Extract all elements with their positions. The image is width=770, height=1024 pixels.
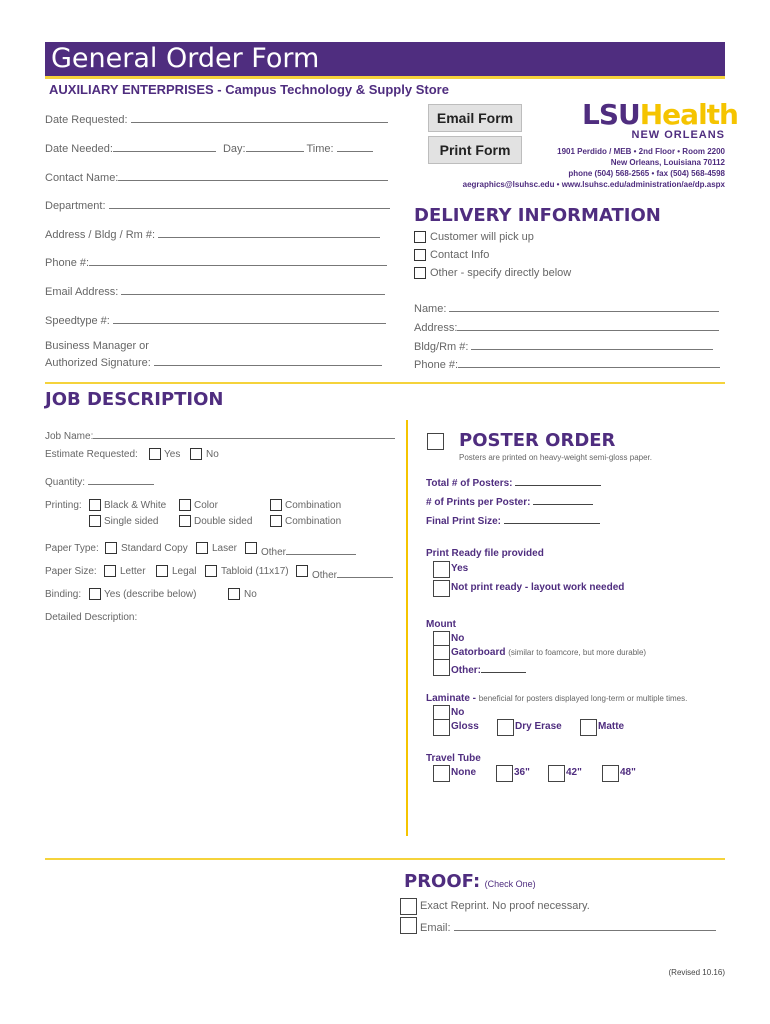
print-ready-yes-checkbox[interactable] [433,561,450,578]
address-line-2: New Orleans, Louisiana 70112 [610,158,725,167]
exact-reprint-checkbox[interactable] [400,898,417,915]
section-divider-top [45,382,725,384]
mount-other-row [451,661,526,676]
signature-field[interactable] [154,354,382,366]
delivery-name-row [414,300,719,315]
not-print-ready-label: Not print ready - layout work needed [451,582,625,593]
time-field[interactable] [337,140,373,152]
email-label: Email Address: [45,286,119,298]
phone-label: Phone #: [45,257,90,269]
proof-subheading: (Check One) [484,879,536,889]
binding-no-label: No [244,589,257,600]
laser-checkbox[interactable] [196,542,208,554]
dry-erase-checkbox[interactable] [497,719,514,736]
print-ready-heading: Print Ready file provided [426,548,544,559]
section-divider-bottom [45,858,725,860]
other-paper-size-row [312,566,393,581]
proof-email-label: Email: [420,922,451,934]
revision-note: (Revised 10.16) [668,968,725,977]
contact-info-checkbox[interactable] [414,249,426,261]
date-requested-row [45,111,388,126]
date-needed-field[interactable] [113,140,216,152]
travel-tube-heading: Travel Tube [426,753,481,764]
color-label: Color [194,500,218,511]
delivery-bldg-row [414,338,713,353]
date-requested-label: Date Requested: [45,114,128,126]
department-field[interactable] [109,197,390,209]
contact-name-label: Contact Name: [45,172,119,184]
bm-line1-label: Business Manager or [45,340,149,352]
gatorboard-note: (similar to foamcore, but more durable) [508,648,647,657]
contact-name-field[interactable] [118,169,388,181]
date-requested-field[interactable] [131,111,388,123]
quantity-label: Quantity: [45,477,86,488]
delivery-address-field[interactable] [457,319,719,331]
title-underline [45,76,725,79]
other-paper-size-label: Other [312,570,338,581]
mount-other-field[interactable] [481,661,526,673]
speedtype-field[interactable] [113,312,386,324]
other-paper-type-label: Other [261,547,287,558]
day-field[interactable] [246,140,304,152]
print-form-button[interactable]: Print Form [428,136,522,164]
email-form-button[interactable]: Email Form [428,104,522,132]
combination-color-checkbox[interactable] [270,499,282,511]
tube-36-label: 36" [514,767,530,778]
combination-sided-checkbox[interactable] [270,515,282,527]
standard-copy-checkbox[interactable] [105,542,117,554]
address-row [45,226,380,241]
other-paper-type-row [261,543,356,558]
estimate-label: Estimate Requested: [45,449,138,460]
tube-48-checkbox[interactable] [602,765,619,782]
double-sided-label: Double sided [194,516,253,527]
phone-row [45,254,387,269]
logo-new-orleans: NEW ORLEANS [631,129,725,141]
delivery-address-row [414,319,719,334]
gloss-label: Gloss [451,721,479,732]
other-paper-type-field[interactable] [286,543,356,555]
department-row [45,197,390,212]
not-print-ready-checkbox[interactable] [433,580,450,597]
gatorboard-row [451,647,646,658]
matte-checkbox[interactable] [580,719,597,736]
speedtype-label: Speedtype #: [45,315,110,327]
job-name-row [45,427,395,442]
delivery-address-label: Address: [414,322,458,334]
total-posters-field[interactable] [515,474,601,486]
signature-row [45,354,382,369]
delivery-phone-label: Phone #: [414,359,459,371]
total-posters-row [426,474,601,489]
proof-email-field[interactable] [454,919,716,931]
laminate-no-label: No [451,707,465,718]
tabloid-checkbox[interactable] [205,565,217,577]
tube-48-label: 48" [620,767,636,778]
detailed-description-label: Detailed Description: [45,612,138,623]
contact-name-row [45,169,388,184]
bw-checkbox[interactable] [89,499,101,511]
final-size-field[interactable] [504,512,600,524]
contact-address-block [463,146,725,190]
printing-label: Printing: [45,500,82,511]
quantity-field[interactable] [88,473,154,485]
poster-order-checkbox[interactable] [427,433,444,450]
mount-no-label: No [451,633,465,644]
prints-per-poster-field[interactable] [533,493,593,505]
mount-other-checkbox[interactable] [433,659,450,676]
proof-heading-row [404,871,536,892]
proof-heading: PROOF: [404,871,481,892]
standard-copy-label: Standard Copy [121,543,188,554]
mount-other-label: Other: [451,665,481,676]
color-checkbox[interactable] [179,499,191,511]
poster-note: Posters are printed on heavy-weight semi-gloss paper. [459,453,652,462]
logo-lsu-text: LSU [582,98,640,131]
prints-per-poster-label: # of Prints per Poster: [426,497,531,508]
final-size-label: Final Print Size: [426,516,502,527]
email-web-line: aegraphics@lsuhsc.edu • www.lsuhsc.edu/administration/ae/dp.aspx [462,180,725,189]
other-paper-size-checkbox[interactable] [296,565,308,577]
address-line-1: 1901 Perdido / MEB • 2nd Floor • Room 2200 [557,147,725,156]
tube-42-checkbox[interactable] [548,765,565,782]
date-needed-row [45,140,373,155]
tube-42-label: 42" [566,767,582,778]
address-label: Address / Bldg / Rm #: [45,229,156,241]
other-delivery-label: Other - specify directly below [430,267,572,279]
email-field[interactable] [121,283,385,295]
letter-checkbox[interactable] [104,565,116,577]
binding-yes-label: Yes (describe below) [104,589,197,600]
prints-per-poster-row [426,493,593,508]
combination-color-label: Combination [285,500,342,511]
gatorboard-label: Gatorboard [451,647,506,658]
quantity-row [45,473,154,488]
delivery-phone-field[interactable] [458,356,720,368]
estimate-yes-checkbox[interactable] [149,448,161,460]
other-delivery-checkbox[interactable] [414,267,426,279]
gloss-checkbox[interactable] [433,719,450,736]
speedtype-row [45,312,386,327]
single-sided-checkbox[interactable] [89,515,101,527]
phone-field[interactable] [89,254,387,266]
mount-heading: Mount [426,619,456,630]
other-paper-size-field[interactable] [337,566,393,578]
job-heading: JOB DESCRIPTION [45,389,224,410]
paper-type-label: Paper Type: [45,543,99,554]
other-paper-type-checkbox[interactable] [245,542,257,554]
estimate-yes-label: Yes [164,449,181,460]
delivery-bldg-field[interactable] [471,338,713,350]
print-ready-yes-label: Yes [451,563,469,574]
matte-label: Matte [598,721,625,732]
logo-health-text: Health [639,98,738,131]
tube-none-checkbox[interactable] [433,765,450,782]
paper-size-label: Paper Size: [45,566,97,577]
laminate-row [426,693,687,704]
address-field[interactable] [158,226,380,238]
lsu-health-logo [582,98,738,131]
tabloid-label: Tabloid (11x17) [221,566,289,577]
proof-email-checkbox[interactable] [400,917,417,934]
date-needed-label: Date Needed: [45,143,113,155]
laser-label: Laser [212,543,238,554]
single-sided-label: Single sided [104,516,159,527]
delivery-name-field[interactable] [449,300,719,312]
email-row [45,283,385,298]
laminate-note: beneficial for posters displayed long-term or multiple times. [478,694,688,703]
phone-fax-line: phone (504) 568-2565 • fax (504) 568-4598 [568,169,725,178]
legal-label: Legal [172,566,197,577]
detailed-description-field[interactable] [45,626,395,850]
total-posters-label: Total # of Posters: [426,478,513,489]
legal-checkbox[interactable] [156,565,168,577]
estimate-no-label: No [206,449,219,460]
binding-label: Binding: [45,589,82,600]
contact-info-label: Contact Info [430,249,490,261]
double-sided-checkbox[interactable] [179,515,191,527]
binding-no-checkbox[interactable] [228,588,240,600]
proof-email-row [420,919,716,934]
delivery-heading: DELIVERY INFORMATION [414,205,661,226]
poster-heading: POSTER ORDER [459,430,616,451]
pickup-checkbox[interactable] [414,231,426,243]
bw-label: Black & White [104,500,167,511]
page-title: General Order Form [51,43,320,74]
laminate-heading: Laminate - [426,693,477,704]
day-label: Day: [222,143,246,155]
letter-label: Letter [120,566,146,577]
department-label: Department: [45,200,106,212]
delivery-name-label: Name: [414,303,447,315]
dry-erase-label: Dry Erase [515,721,562,732]
tube-36-checkbox[interactable] [496,765,513,782]
pickup-label: Customer will pick up [430,231,534,243]
job-name-label: Job Name: [45,431,94,442]
delivery-phone-row [414,356,720,371]
delivery-bldg-label: Bldg/Rm #: [414,341,469,353]
combination-sided-label: Combination [285,516,342,527]
job-name-field[interactable] [93,427,395,439]
final-size-row [426,512,600,527]
exact-reprint-label: Exact Reprint. No proof necessary. [420,900,590,912]
estimate-no-checkbox[interactable] [190,448,202,460]
tube-none-label: None [451,767,476,778]
page-subtitle: AUXILIARY ENTERPRISES - Campus Technology & Supply Store [49,82,449,97]
signature-label: Authorized Signature: [45,357,151,369]
section-divider-vertical [406,420,408,836]
binding-yes-checkbox[interactable] [89,588,101,600]
time-label: Time: [306,143,334,155]
